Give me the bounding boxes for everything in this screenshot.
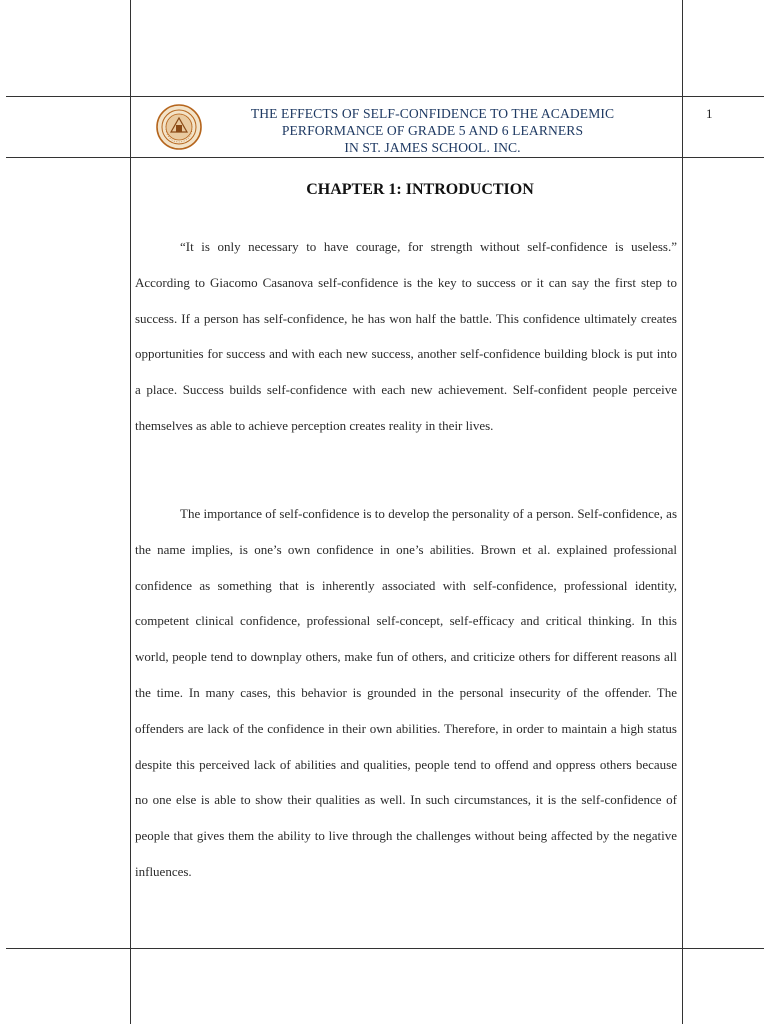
header-title-line-1: THE EFFECTS OF SELF-CONFIDENCE TO THE ACADEMIC [250,106,615,121]
paragraph-2-container [135,496,677,890]
paragraph-1-container [135,229,677,444]
header-title-line-2: PERFORMANCE OF GRADE 5 AND 6 LEARNERS [281,123,584,138]
chapter-title: CHAPTER 1: INTRODUCTION [306,181,534,198]
right-margin-line [682,0,683,1024]
school-seal-icon [156,104,202,150]
footer-rule [6,948,764,949]
paragraph-2: The importance of self-confidence is to develop the personality of a person. Self-confidence, as the name implies, is one’s own confidence in one’s abilities. Brown et al. explained professional confidence as something that is inherently associated with self-confidence, professional identity, competent clinical confidence, professional self-concept, self-efficacy and critical thinking. In this world, people tend to downplay others, make fun of others, and criticize others for different reasons all the time. In many cases, this behavior is grounded in the personal insecurity of the offender. The offenders are lack of the confidence in their own abilities. Therefore, in order to maintain a high status despite this perceived lack of abilities and qualities, people tend to offend and oppress others because no one else is able to show their qualities as well. In such circumstances, it is the self-confidence of people that gives them the ability to live through the challenges without being affected by the negative influences. [135,506,677,879]
left-margin-line [130,0,131,1024]
page-number: 1 [706,106,713,121]
header-top-rule [6,96,764,97]
paragraph-1: “It is only necessary to have courage, for strength without self-confidence is useless.” According to Giacomo Casanova self-confidence is the key to success or it can say the first step to success. If a person has self-confidence, he has won half the battle. This confidence ultimately creates opportunities for success and with each new success, another self-confidence building block is put into a place. Success builds self-confidence with each new achievement. Self-confident people perceive themselves as able to achieve perception creates reality in their lives. [135,239,677,433]
header-title-line-3: IN ST. JAMES SCHOOL. INC. [344,140,521,155]
document-header-title [205,105,660,156]
header-bottom-rule [6,157,764,158]
